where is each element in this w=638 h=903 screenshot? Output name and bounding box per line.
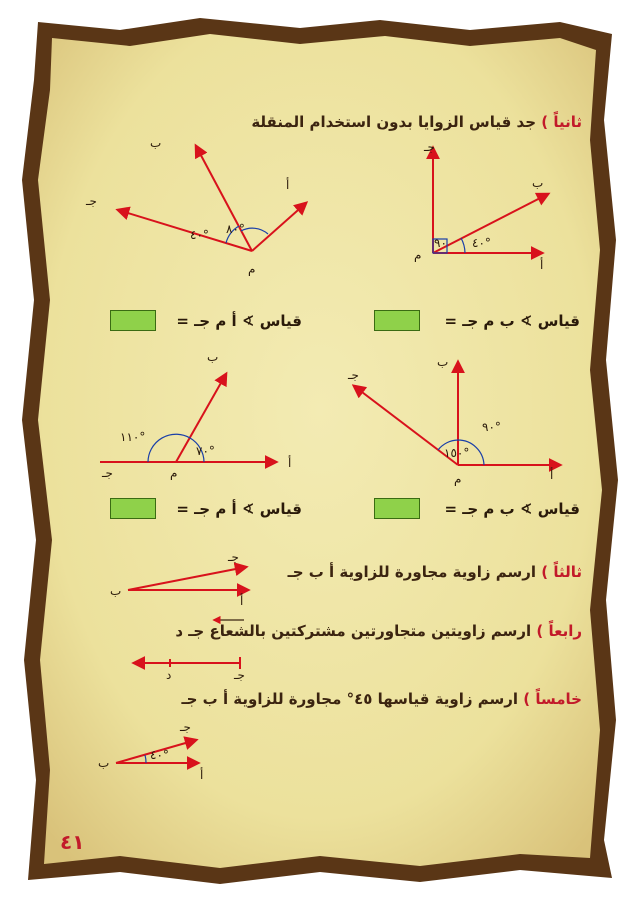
fig3-label-top: ب (437, 355, 449, 369)
section-5-angle: ٤٠° (150, 748, 169, 762)
fig3-question: قياس ∢ ب م جـ = (444, 500, 580, 518)
section-5-label-end: أ (200, 768, 204, 782)
fig2-question: قياس ∢ أ م جـ = (176, 312, 302, 330)
section-2-heading (251, 113, 582, 131)
fig2-label-left: جـ (86, 194, 97, 208)
section-3-label-top: جـ (228, 550, 239, 564)
fig1-question: قياس ∢ ب م جـ = (444, 312, 580, 330)
fig1-angle-right: ٩٠ (434, 236, 447, 250)
section-4-label-right: جـ (234, 668, 245, 682)
section-5-label-vertex: ب (98, 756, 110, 770)
section-3-label-vertex: ب (110, 584, 122, 598)
section-3-lead: ثالثاً ) (541, 563, 582, 581)
section-3-title: ارسم زاوية مجاورة للزاوية أ ب جـ (287, 563, 537, 581)
section-2-lead: ثانياً ) (541, 113, 582, 131)
fig3-label-vertex: م (454, 472, 462, 486)
parchment (38, 34, 602, 868)
fig1-label-top: جـ (424, 140, 435, 154)
section-3-heading (288, 563, 582, 581)
fig4-question: قياس ∢ أ م جـ = (176, 500, 302, 518)
fig2-angle-eighty: ٨٠° (226, 222, 245, 236)
page-number: ٤١ (60, 830, 85, 854)
section-5-label-top: جـ (180, 720, 191, 734)
fig1-answer-box[interactable] (374, 310, 420, 331)
fig1-label-right: ب (532, 176, 544, 190)
fig3-angle-onefifty: ١٥٠° (444, 446, 470, 460)
section-4-label-mid: د (166, 668, 172, 682)
fig4-label-vertex: م (170, 466, 178, 480)
fig2-angle-forty: ٤٠° (190, 228, 209, 242)
fig1-label-end: أ (540, 258, 544, 272)
section-4-lead: رابعاً ) (536, 622, 582, 640)
fig3-angle-ninety: ٩٠° (482, 420, 501, 434)
fig4-angle-seventy: ٧٠° (196, 444, 215, 458)
fig2-answer-box[interactable] (110, 310, 156, 331)
fig1-angle-forty: ٤٠° (472, 236, 491, 250)
fig1-label-vertex: م (414, 248, 422, 262)
fig2-label-vertex: م (248, 262, 256, 276)
fig4-label-right: أ (288, 456, 292, 470)
section-5-lead: خامساً ) (523, 690, 582, 708)
fig4-label-left: جـ (102, 466, 113, 480)
section-4-title: ارسم زاويتين متجاورتين مشتركتين بالشعاع (209, 622, 532, 640)
fig3-label-left: جـ (348, 368, 359, 382)
fig2-label-top: ب (150, 136, 162, 150)
fig4-angle-onehundredten: ١١٠° (120, 430, 146, 444)
section-3-label-end: أ (240, 594, 244, 608)
section-4-ray: جـ د (175, 622, 205, 640)
section-4-heading (175, 622, 582, 640)
fig2-label-right: أ (286, 178, 290, 192)
section-5-heading (181, 690, 582, 708)
fig4-answer-box[interactable] (110, 498, 156, 519)
section-2-title: جد قياس الزوايا بدون استخدام المنقلة (251, 113, 537, 131)
fig3-label-right: أ (550, 468, 554, 482)
section-5-title: ارسم زاوية قياسها ٤٥° مجاورة للزاوية أ ب جـ (181, 690, 519, 708)
fig3-answer-box[interactable] (374, 498, 420, 519)
fig4-label-top: ب (207, 350, 219, 364)
